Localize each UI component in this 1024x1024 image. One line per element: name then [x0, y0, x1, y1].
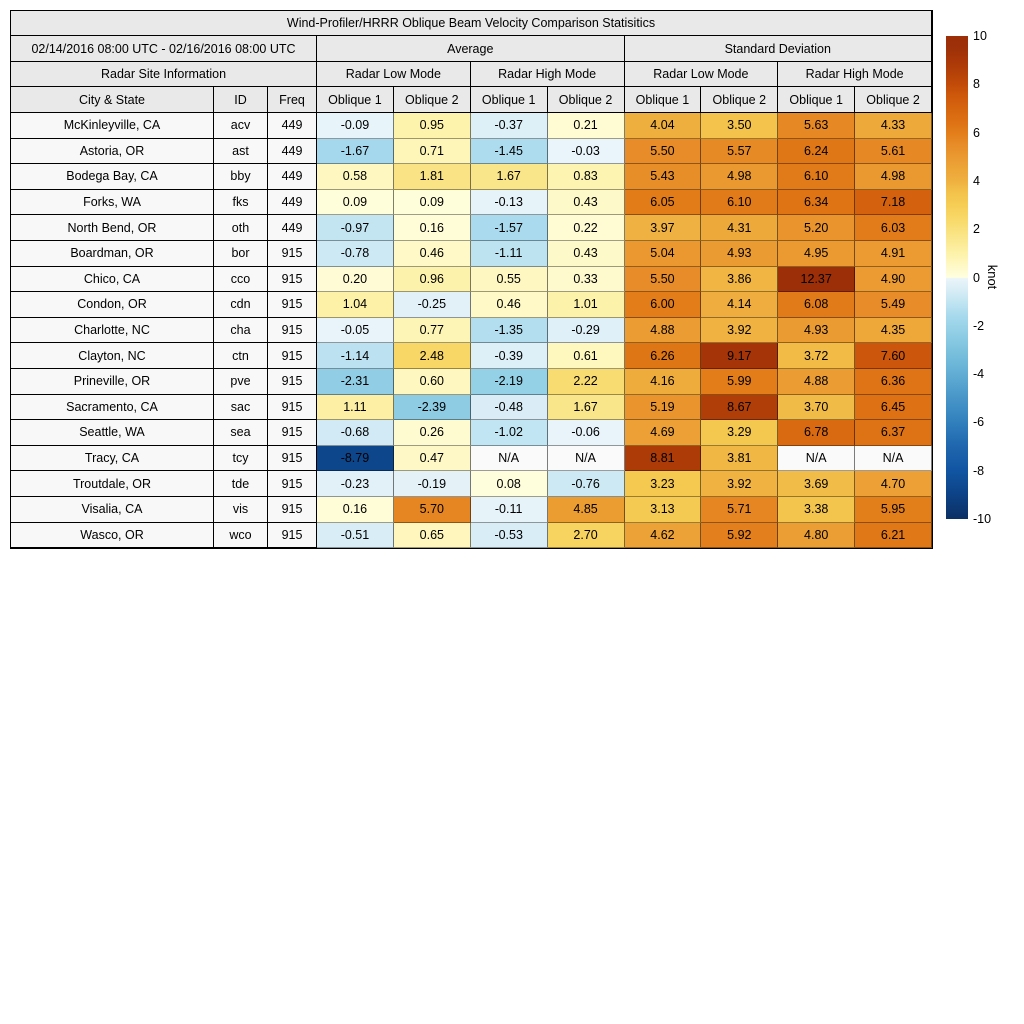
cell-value: 0.60: [394, 369, 471, 395]
cell-value: -1.67: [317, 139, 394, 165]
cell-value: 2.70: [548, 523, 625, 549]
cell-value: 4.33: [855, 113, 932, 139]
cell-value: 0.95: [394, 113, 471, 139]
cell-value: 0.16: [394, 215, 471, 241]
cell-value: 0.08: [471, 471, 548, 497]
cell-value: -0.09: [317, 113, 394, 139]
cell-value: -0.37: [471, 113, 548, 139]
cell-value: -0.13: [471, 190, 548, 216]
cell-value: 5.63: [778, 113, 855, 139]
cell-value: 0.33: [548, 267, 625, 293]
cell-city: North Bend, OR: [11, 215, 214, 241]
cell-city: Forks, WA: [11, 190, 214, 216]
cell-value: 4.85: [548, 497, 625, 523]
cell-freq: 915: [268, 369, 317, 395]
colorbar-tick-label: 2: [973, 222, 980, 237]
cell-value: 5.92: [701, 523, 778, 549]
cell-value: 4.93: [701, 241, 778, 267]
cell-value: -0.11: [471, 497, 548, 523]
cell-value: 6.21: [855, 523, 932, 549]
col-header-oblique1: Oblique 1: [778, 87, 855, 113]
cell-value: -0.23: [317, 471, 394, 497]
cell-value: 5.49: [855, 292, 932, 318]
cell-freq: 449: [268, 215, 317, 241]
cell-id: pve: [214, 369, 268, 395]
cell-value: 4.91: [855, 241, 932, 267]
cell-id: fks: [214, 190, 268, 216]
cell-value: 6.37: [855, 420, 932, 446]
cell-value: 3.50: [701, 113, 778, 139]
cell-id: bby: [214, 164, 268, 190]
cell-value: 4.16: [625, 369, 702, 395]
cell-freq: 449: [268, 190, 317, 216]
cell-city: Boardman, OR: [11, 241, 214, 267]
cell-value: 3.69: [778, 471, 855, 497]
cell-value: -0.19: [394, 471, 471, 497]
cell-value: -1.11: [471, 241, 548, 267]
colorbar-tick-label: 0: [973, 270, 980, 285]
colorbar-unit-label: knot: [985, 264, 1000, 290]
cell-value: 6.00: [625, 292, 702, 318]
cell-value: 6.45: [855, 395, 932, 421]
cell-city: Troutdale, OR: [11, 471, 214, 497]
cell-value: 8.81: [625, 446, 702, 472]
cell-freq: 915: [268, 292, 317, 318]
table-title: Wind-Profiler/HRRR Oblique Beam Velocity Comparison Statisitics: [11, 11, 932, 36]
cell-value: -0.39: [471, 343, 548, 369]
cell-city: Astoria, OR: [11, 139, 214, 165]
mode-header-avg-high: Radar High Mode: [471, 62, 625, 87]
cell-value: 4.62: [625, 523, 702, 549]
cell-value: 0.21: [548, 113, 625, 139]
cell-value: 0.47: [394, 446, 471, 472]
col-header-id: ID: [214, 87, 268, 113]
site-info-header: Radar Site Information: [11, 62, 317, 87]
col-header-oblique1: Oblique 1: [471, 87, 548, 113]
cell-value: -1.02: [471, 420, 548, 446]
colorbar-tick-label: -4: [973, 367, 985, 382]
cell-value: 5.43: [625, 164, 702, 190]
cell-value: 7.18: [855, 190, 932, 216]
cell-value: 6.05: [625, 190, 702, 216]
cell-value: 3.92: [701, 318, 778, 344]
col-header-oblique1: Oblique 1: [625, 87, 702, 113]
cell-value: 0.77: [394, 318, 471, 344]
cell-value: 2.48: [394, 343, 471, 369]
cell-value: 6.10: [701, 190, 778, 216]
cell-value: 5.50: [625, 267, 702, 293]
cell-city: Chico, CA: [11, 267, 214, 293]
cell-value: 8.67: [701, 395, 778, 421]
cell-value: 0.61: [548, 343, 625, 369]
cell-value-na: N/A: [471, 446, 548, 472]
cell-value: -0.78: [317, 241, 394, 267]
cell-value: 6.03: [855, 215, 932, 241]
cell-value: 5.19: [625, 395, 702, 421]
cell-value-na: N/A: [548, 446, 625, 472]
cell-value: 1.11: [317, 395, 394, 421]
cell-value: 4.80: [778, 523, 855, 549]
cell-value: 0.58: [317, 164, 394, 190]
cell-city: Clayton, NC: [11, 343, 214, 369]
cell-value: 0.43: [548, 190, 625, 216]
cell-value: 3.23: [625, 471, 702, 497]
cell-value: -1.45: [471, 139, 548, 165]
cell-value: 5.57: [701, 139, 778, 165]
col-header-city: City & State: [11, 87, 214, 113]
colorbar-tick-label: 8: [973, 77, 980, 92]
cell-value: 0.09: [317, 190, 394, 216]
cell-id: tde: [214, 471, 268, 497]
cell-value: -0.68: [317, 420, 394, 446]
cell-value: 4.98: [701, 164, 778, 190]
cell-value: 4.04: [625, 113, 702, 139]
cell-id: vis: [214, 497, 268, 523]
cell-freq: 915: [268, 241, 317, 267]
cell-value: -1.57: [471, 215, 548, 241]
cell-value: 4.95: [778, 241, 855, 267]
col-header-oblique2: Oblique 2: [548, 87, 625, 113]
cell-value: -2.31: [317, 369, 394, 395]
cell-value: 5.61: [855, 139, 932, 165]
col-header-oblique1: Oblique 1: [317, 87, 394, 113]
cell-value: -0.03: [548, 139, 625, 165]
cell-value: 3.97: [625, 215, 702, 241]
cell-id: sac: [214, 395, 268, 421]
mode-header-sd-high: Radar High Mode: [778, 62, 932, 87]
cell-value: 7.60: [855, 343, 932, 369]
cell-value: 0.16: [317, 497, 394, 523]
cell-id: sea: [214, 420, 268, 446]
cell-value: 1.81: [394, 164, 471, 190]
col-header-oblique2: Oblique 2: [701, 87, 778, 113]
cell-value: -0.97: [317, 215, 394, 241]
cell-value: 1.67: [471, 164, 548, 190]
cell-value: 1.04: [317, 292, 394, 318]
cell-value: 5.95: [855, 497, 932, 523]
cell-value: -0.05: [317, 318, 394, 344]
cell-value: 3.13: [625, 497, 702, 523]
cell-value: 6.78: [778, 420, 855, 446]
cell-value: 4.31: [701, 215, 778, 241]
cell-value: 0.09: [394, 190, 471, 216]
cell-value: 0.20: [317, 267, 394, 293]
cell-value: 2.22: [548, 369, 625, 395]
cell-value: 6.10: [778, 164, 855, 190]
cell-value: 3.72: [778, 343, 855, 369]
cell-city: Wasco, OR: [11, 523, 214, 549]
cell-value: 5.50: [625, 139, 702, 165]
cell-value: 6.08: [778, 292, 855, 318]
cell-city: Tracy, CA: [11, 446, 214, 472]
cell-value: -0.48: [471, 395, 548, 421]
cell-value: -0.29: [548, 318, 625, 344]
cell-value: 4.69: [625, 420, 702, 446]
col-header-freq: Freq: [268, 87, 317, 113]
cell-value: -0.51: [317, 523, 394, 549]
cell-value: 4.90: [855, 267, 932, 293]
cell-freq: 915: [268, 318, 317, 344]
cell-id: cco: [214, 267, 268, 293]
cell-value: 3.29: [701, 420, 778, 446]
cell-freq: 915: [268, 471, 317, 497]
cell-value: 6.36: [855, 369, 932, 395]
cell-value: 3.38: [778, 497, 855, 523]
cell-value: 0.43: [548, 241, 625, 267]
cell-value: 0.71: [394, 139, 471, 165]
cell-value: 3.92: [701, 471, 778, 497]
cell-value-na: N/A: [855, 446, 932, 472]
cell-city: Bodega Bay, CA: [11, 164, 214, 190]
cell-value: 0.96: [394, 267, 471, 293]
cell-value: -2.39: [394, 395, 471, 421]
colorbar-tick-label: -8: [973, 463, 985, 478]
col-header-oblique2: Oblique 2: [855, 87, 932, 113]
cell-value: 12.37: [778, 267, 855, 293]
cell-value: 0.83: [548, 164, 625, 190]
cell-value: 0.26: [394, 420, 471, 446]
colorbar-tick-label: -2: [973, 318, 985, 333]
mode-header-avg-low: Radar Low Mode: [317, 62, 471, 87]
colorbar-tick-label: 10: [973, 29, 987, 43]
cell-value: 4.88: [778, 369, 855, 395]
cell-id: oth: [214, 215, 268, 241]
cell-value: 6.26: [625, 343, 702, 369]
cell-value: -8.79: [317, 446, 394, 472]
cell-value: 3.81: [701, 446, 778, 472]
cell-id: tcy: [214, 446, 268, 472]
cell-value: -2.19: [471, 369, 548, 395]
colorbar: [946, 36, 968, 519]
comparison-table: [10, 10, 933, 549]
cell-value: 5.04: [625, 241, 702, 267]
cell-freq: 915: [268, 446, 317, 472]
cell-id: cha: [214, 318, 268, 344]
cell-id: cdn: [214, 292, 268, 318]
colorbar-tick-label: -10: [973, 512, 992, 526]
cell-freq: 915: [268, 267, 317, 293]
cell-value: 0.55: [471, 267, 548, 293]
cell-city: Charlotte, NC: [11, 318, 214, 344]
cell-city: Condon, OR: [11, 292, 214, 318]
cell-city: Seattle, WA: [11, 420, 214, 446]
cell-value: 1.67: [548, 395, 625, 421]
cell-value: 3.86: [701, 267, 778, 293]
cell-value: 5.20: [778, 215, 855, 241]
cell-value: 1.01: [548, 292, 625, 318]
col-header-oblique2: Oblique 2: [394, 87, 471, 113]
cell-freq: 915: [268, 497, 317, 523]
cell-value: 9.17: [701, 343, 778, 369]
cell-id: wco: [214, 523, 268, 549]
cell-city: Visalia, CA: [11, 497, 214, 523]
cell-city: McKinleyville, CA: [11, 113, 214, 139]
mode-header-sd-low: Radar Low Mode: [625, 62, 779, 87]
cell-id: ctn: [214, 343, 268, 369]
cell-value: 3.70: [778, 395, 855, 421]
cell-value: -0.06: [548, 420, 625, 446]
cell-value: 4.93: [778, 318, 855, 344]
cell-freq: 915: [268, 395, 317, 421]
cell-freq: 449: [268, 113, 317, 139]
colorbar-tick-label: -6: [973, 415, 985, 430]
colorbar-tick-label: 6: [973, 125, 980, 140]
cell-id: ast: [214, 139, 268, 165]
cell-freq: 915: [268, 420, 317, 446]
group-header-std-dev: Standard Deviation: [625, 36, 933, 62]
cell-value: -0.76: [548, 471, 625, 497]
cell-value: 5.70: [394, 497, 471, 523]
date-range: 02/14/2016 08:00 UTC - 02/16/2016 08:00 UTC: [11, 36, 317, 62]
cell-city: Sacramento, CA: [11, 395, 214, 421]
cell-value: 0.46: [471, 292, 548, 318]
cell-id: acv: [214, 113, 268, 139]
cell-freq: 915: [268, 523, 317, 549]
cell-value-na: N/A: [778, 446, 855, 472]
cell-value: 5.71: [701, 497, 778, 523]
cell-freq: 449: [268, 139, 317, 165]
cell-value: 4.98: [855, 164, 932, 190]
cell-value: -1.35: [471, 318, 548, 344]
cell-value: 4.35: [855, 318, 932, 344]
cell-value: 6.34: [778, 190, 855, 216]
cell-value: 4.70: [855, 471, 932, 497]
cell-value: -1.14: [317, 343, 394, 369]
cell-freq: 915: [268, 343, 317, 369]
cell-value: 4.14: [701, 292, 778, 318]
cell-value: 0.22: [548, 215, 625, 241]
cell-value: -0.25: [394, 292, 471, 318]
cell-value: 4.88: [625, 318, 702, 344]
cell-value: 0.65: [394, 523, 471, 549]
group-header-average: Average: [317, 36, 625, 62]
colorbar-tick-label: 4: [973, 173, 980, 188]
cell-value: -0.53: [471, 523, 548, 549]
cell-freq: 449: [268, 164, 317, 190]
cell-city: Prineville, OR: [11, 369, 214, 395]
cell-value: 5.99: [701, 369, 778, 395]
cell-value: 6.24: [778, 139, 855, 165]
cell-id: bor: [214, 241, 268, 267]
cell-value: 0.46: [394, 241, 471, 267]
